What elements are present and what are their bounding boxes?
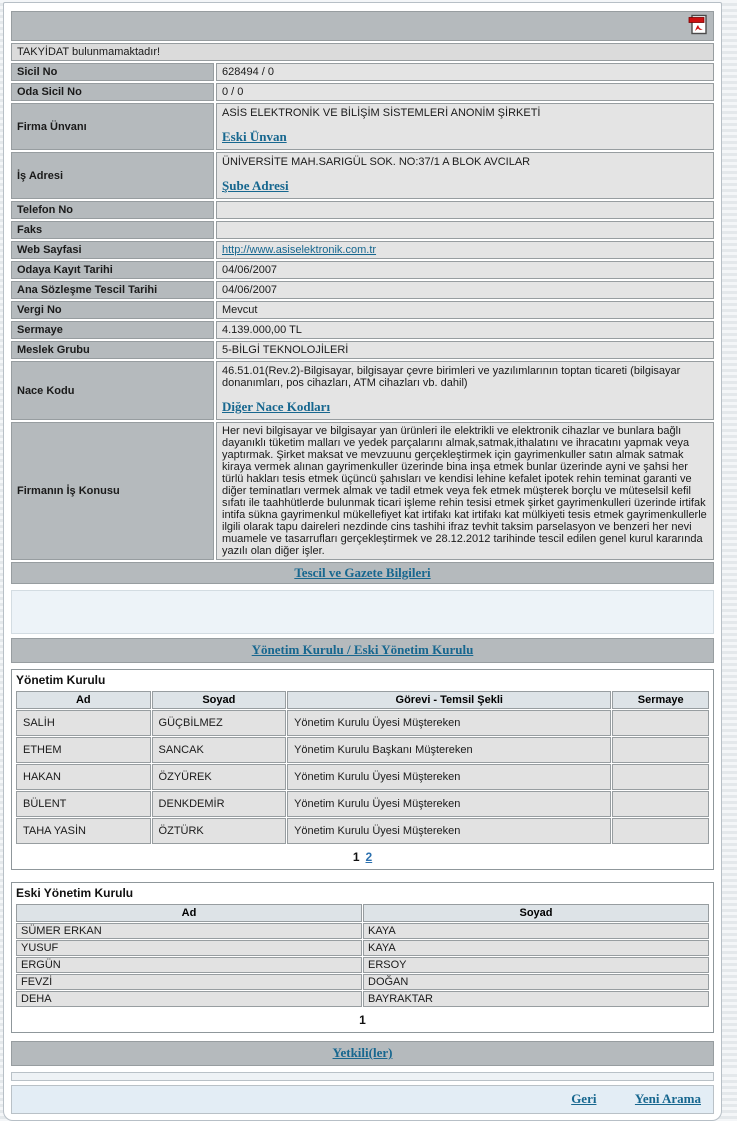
table-row [16,957,709,973]
tescil-gazete-link[interactable]: Tescil ve Gazete Bilgileri [294,565,431,580]
table-row [16,940,709,956]
field-label-telefon-no: Telefon No [11,201,214,219]
board-cell: SALİH [16,710,151,736]
address-text: ÜNİVERSİTE MAH.SARIGÜL SOK. NO:37/1 A BLOK AVCILAR [222,156,531,168]
board-cell: GÜÇBİLMEZ [152,710,287,736]
field-label-nace-kodu: Nace Kodu [11,361,214,420]
field-label-firma-unvani: Firma Ünvanı [11,103,214,150]
divider-strip [11,1072,714,1081]
board-title: Yönetim Kurulu [16,673,106,687]
board-cell: Yönetim Kurulu Başkanı Müştereken [287,737,611,763]
board-cell: Yönetim Kurulu Üyesi Müştereken [287,764,611,790]
board-cell: ÖZYÜREK [152,764,287,790]
diger-nace-kodlari-link[interactable]: Diğer Nace Kodları [222,399,331,414]
field-value-vergi-no: Mevcut [216,301,714,319]
new-search-link[interactable]: Yeni Arama [634,1091,701,1106]
field-label-sermaye: Sermaye [11,321,214,339]
field-label-is-adresi: İş Adresi [11,152,214,199]
board-cell: BÜLENT [16,791,151,817]
old-board-header-soyad: Soyad [363,904,709,922]
board-cell [612,791,709,817]
board-cell [612,764,709,790]
field-label-odaya-kayit-tarihi: Odaya Kayıt Tarihi [11,261,214,279]
back-link[interactable]: Geri [571,1091,597,1106]
board-page-current: 1 [352,850,360,864]
info-row-ana-sozlesme [11,281,714,299]
old-board-cell: SÜMER ERKAN [16,923,362,939]
toolbar-bar [11,11,714,41]
company-record-panel [3,2,722,1121]
board-cell: HAKAN [16,764,151,790]
field-value-meslek-grubu: 5-BİLGİ TEKNOLOJİLERİ [216,341,714,359]
old-board-cell: KAYA [363,940,709,956]
table-row [16,974,709,990]
old-board-cell: ERSOY [363,957,709,973]
field-label-faks: Faks [11,221,214,239]
field-value-firmanin-is-konusu: Her nevi bilgisayar ve bilgisayar yan ürünleri ile elektrikli ve elektronik cihazlar ve bunlara bağlı dayanıklı tüketim malları ve yedek parçalarını almak,satmak,ithalatını ve ihracatını yapmak veya yaptırmak. Şirket maksat ve mevzuunu gerçekleştirmek için gayrimenkuller satın almak satmak kiraya vermek alınan gayrimenkuller üzerinde bina inşa etmek bunlar üzerinde ayni ve şahsi her türlü hakları tesis etmek üçüncü şahısları ve kendisi lehine kefalet ipotek rehin teminat garanti ve diğer teminatları vermek almak ve tadil etmek veya fek etmek müşterek borçlu ve müteselsil kefil sıfatı ile taahhütlerde bulunmak ticari işleme rehin tesisi etmek şirket gayrimenkulleri üzerinde irtifak intifa sükna gayrimenkul mükellefiyet kat irtifakı kat irtifakı kat mülkiyeti tesis etmek gayrimenkullerle ilgili olarak tapu daireleri nezdinde cins tashihi ifraz tevhit taksim parselasyon ve benzeri her nevi muamele ve tasarrufları gerçekleştirmek ve 28.12.2012 tarihinde tescil edilen genel kurul kararında yazılı olan diğer işler. [216,422,714,560]
info-row-telefon [11,201,714,219]
field-label-oda-sicil-no: Oda Sicil No [11,83,214,101]
info-row-oda-sicil [11,83,714,101]
field-value-sermaye: 4.139.000,00 TL [216,321,714,339]
old-board-header-ad: Ad [16,904,362,922]
board-header-ad: Ad [16,691,151,709]
board-header-soyad: Soyad [152,691,287,709]
field-value-faks [216,221,714,239]
info-row-faks [11,221,714,239]
board-page-2-link[interactable]: 2 [365,850,373,864]
old-board-cell: YUSUF [16,940,362,956]
field-value-oda-sicil-no: 0 / 0 [216,83,714,101]
old-board-cell: BAYRAKTAR [363,991,709,1007]
old-board-pagination [15,1008,710,1029]
board-section [11,669,714,870]
old-board-table [15,903,710,1008]
takyidat-note: TAKYİDAT bulunmamaktadır! [11,43,714,61]
company-title-text: ASİS ELEKTRONİK VE BİLİŞİM SİSTEMLERİ ANONİM ŞİRKETİ [222,107,541,119]
board-pagination [15,845,710,866]
board-cell [612,818,709,844]
info-row-sicil [11,63,714,81]
field-value-telefon-no [216,201,714,219]
table-row [16,923,709,939]
field-value-odaya-kayit-tarihi: 04/06/2007 [216,261,714,279]
takyidat-row [11,43,714,61]
table-row [16,991,709,1007]
board-cell [612,710,709,736]
board-table [15,690,710,845]
field-value-firma-unvani [216,103,714,150]
info-row-is-adresi [11,152,714,199]
table-row [16,737,709,763]
old-board-cell: ERGÜN [16,957,362,973]
board-cell: Yönetim Kurulu Üyesi Müştereken [287,710,611,736]
field-label-sicil-no: Sicil No [11,63,214,81]
info-row-nace [11,361,714,420]
sube-adresi-link[interactable]: Şube Adresi [222,178,289,193]
info-row-odaya-kayit [11,261,714,279]
field-label-firmanin-is-konusu: Firmanın İş Konusu [11,422,214,560]
table-row [16,710,709,736]
info-row-is-konusu [11,422,714,560]
board-cell: TAHA YASİN [16,818,151,844]
yetkili-bar [11,1041,714,1066]
field-value-is-adresi [216,152,714,199]
board-cell: Yönetim Kurulu Üyesi Müştereken [287,818,611,844]
field-label-ana-sozlesme-tescil-tarihi: Ana Sözleşme Tescil Tarihi [11,281,214,299]
old-board-cell: DEHA [16,991,362,1007]
info-row-sermaye [11,321,714,339]
old-board-cell: DOĞAN [363,974,709,990]
nace-text: 46.51.01(Rev.2)-Bilgisayar, bilgisayar çevre birimleri ve yazılımlarının toptan ticareti (bilgisayar donanımları, pos cihazları, ATM cihazları vb. dahil) [222,365,681,389]
old-board-title: Eski Yönetim Kurulu [16,886,134,900]
website-link[interactable]: http://www.asiselektronik.com.tr [222,244,377,256]
board-nav-bar [11,638,714,663]
info-row-web [11,241,714,259]
old-board-cell: KAYA [363,923,709,939]
field-value-web-sayfasi [216,241,714,259]
empty-section-block [11,590,714,634]
table-row [16,818,709,844]
footer-actions-bar [11,1085,714,1114]
field-value-ana-sozlesme-tescil-tarihi: 04/06/2007 [216,281,714,299]
field-label-meslek-grubu: Meslek Grubu [11,341,214,359]
table-row [16,764,709,790]
field-value-nace-kodu [216,361,714,420]
old-board-page-current: 1 [359,1013,366,1027]
board-nav-link[interactable]: Yönetim Kurulu / Eski Yönetim Kurulu [251,642,474,657]
pdf-export-icon[interactable] [688,14,708,38]
board-header-gorevi: Görevi - Temsil Şekli [287,691,611,709]
board-cell: ETHEM [16,737,151,763]
board-cell: DENKDEMİR [152,791,287,817]
eski-unvan-link[interactable]: Eski Ünvan [222,129,287,144]
toolbar-row [11,11,714,41]
tescil-gazete-bar [11,562,714,584]
field-label-vergi-no: Vergi No [11,301,214,319]
table-row [16,791,709,817]
board-cell: ÖZTÜRK [152,818,287,844]
old-board-header-row [16,904,709,922]
board-cell: SANCAK [152,737,287,763]
board-header-sermaye: Sermaye [612,691,709,709]
info-row-vergi [11,301,714,319]
info-row-firma-unvani [11,103,714,150]
old-board-cell: FEVZİ [16,974,362,990]
company-info-table [9,9,716,586]
board-header-row [16,691,709,709]
board-cell [612,737,709,763]
tescil-bar-row [11,562,714,584]
field-value-sicil-no: 628494 / 0 [216,63,714,81]
old-board-section [11,882,714,1033]
yetkili-link[interactable]: Yetkili(ler) [332,1045,393,1060]
board-cell: Yönetim Kurulu Üyesi Müştereken [287,791,611,817]
field-label-web-sayfasi: Web Sayfasi [11,241,214,259]
info-row-meslek [11,341,714,359]
